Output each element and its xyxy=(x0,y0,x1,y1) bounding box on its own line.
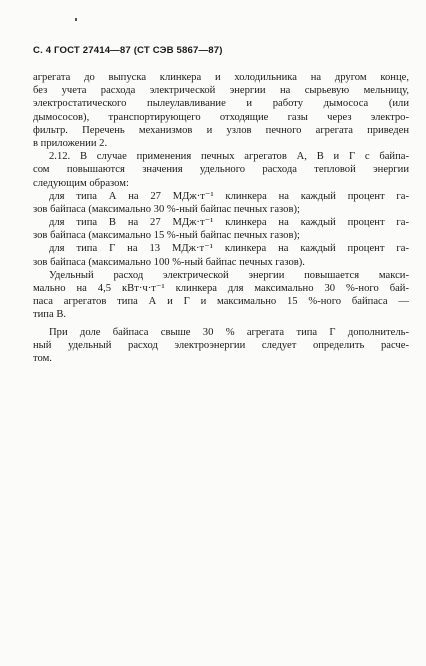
text-line: мально на 4,5 кВт·ч·т⁻¹ клинкера для максимально 30 %-ного бай- xyxy=(33,283,409,294)
text-line: следующим образом: xyxy=(33,177,129,189)
page-header: С. 4 ГОСТ 27414—87 (СТ СЭВ 5867—87) xyxy=(33,45,223,56)
text-line: фильтр. Перечень механизмов и узлов печного агрегата приведен xyxy=(33,124,409,136)
text-line: в приложении 2. xyxy=(33,137,108,149)
text-line: том. xyxy=(33,352,52,364)
text-line: паса агрегатов типа А и Г и максимально 15 %-ного байпаса — xyxy=(33,296,409,308)
text-line: Удельный расход электрической энергии повышается макси- xyxy=(49,269,409,281)
text-line: без учета расхода электрической энергии на сырьевую мельницу, xyxy=(33,85,409,97)
text-line: зов байпаса (максимально 15 %-ный байпас печных газов); xyxy=(33,230,300,242)
text-line: агрегата до выпуска клинкера и холодильника на другом конце, xyxy=(33,72,409,83)
text-line: для типа Г на 13 МДж·т⁻¹ клинкера на каждый процент га- xyxy=(49,243,409,255)
text-line: сом повышаются значения удельного расхода тепловой энергии xyxy=(33,164,409,176)
text-line: зов байпаса (максимально 100 %-ный байпас печных газов). xyxy=(33,256,305,268)
text-line: зов байпаса (максимально 30 %-ный байпас печных газов); xyxy=(33,203,300,215)
text-line: для типа А на 27 МДж·т⁻¹ клинкера на каждый процент га- xyxy=(49,190,409,202)
text-line: типа В. xyxy=(33,309,67,321)
text-line: 2.12. В случае применения печных агрегатов А, В и Г с байпа- xyxy=(49,151,409,163)
text-line: дымососов), транспортирующего отходящие газы через электро- xyxy=(33,111,409,123)
margin-mark xyxy=(75,18,77,21)
text-line: ный удельный расход электроэнергии следует определить расче- xyxy=(33,339,409,351)
text-line: для типа В на 27 МДж·т⁻¹ клинкера на каждый процент га- xyxy=(49,217,409,229)
text-line: При доле байпаса свыше 30 % агрегата типа Г дополнитель- xyxy=(49,326,409,338)
text-line: электростатического пылеулавливание и работу дымососа (или xyxy=(33,98,409,110)
document-body xyxy=(33,71,409,365)
